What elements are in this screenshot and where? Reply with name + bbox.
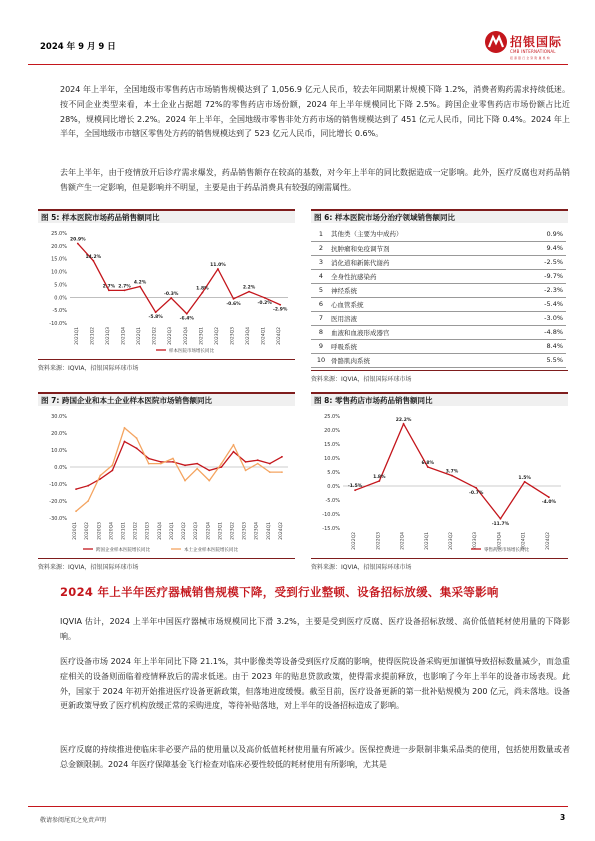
y-tick-label: 15.0% <box>324 442 340 448</box>
data-label: -0.2% <box>257 300 272 306</box>
data-point <box>99 475 101 477</box>
data-label: 4.2% <box>133 280 147 286</box>
therapy-area: 抗肿瘤和免疫调节剂 <box>331 241 516 255</box>
series-line <box>76 442 282 490</box>
paragraph-retail-market: 2024 年上半年，全国地级市零售药店市场销售规模达到了 1,056.9 亿元人民币，较去年同期累计规模下降 1.2%，消费者购药需求持续低迷。按不同企业类型来看，本土企业占据超 72%的零售药店市场份额，2024 年上半年规模同比下降 2.5%。跨国企业零售药店市场份额占比近 28%，规模同比增长 2.2%。2024 年上半年，全国地级市零售非处方药市场的销售规模达到了 451 亿元人民币，同比下降 0.4%。2024 年上半年，全国地级市市辖区零售处方药的销售规模达到了 523 亿元人民币，同比增长 0.6%。 <box>60 85 570 139</box>
data-point <box>233 444 235 446</box>
data-point <box>269 463 271 465</box>
x-tick-label: 2022Q2 <box>152 327 158 345</box>
legend-label: 零售药店市场增长同比 <box>484 547 529 553</box>
data-point <box>124 441 126 443</box>
page-number: 3 <box>560 813 566 822</box>
x-tick-label: 2023Q3 <box>473 532 479 550</box>
data-label: 2.7% <box>102 284 116 290</box>
data-point <box>245 461 247 463</box>
y-tick-label: 5.0% <box>327 470 340 476</box>
footer-divider <box>28 806 568 807</box>
data-point <box>170 297 172 299</box>
data-label: 2.7% <box>118 284 131 290</box>
x-tick-label: 2021Q4 <box>157 522 163 540</box>
data-label: 2.2% <box>242 285 256 291</box>
x-tick-label: 2022Q3 <box>168 327 174 345</box>
data-label: -0.3% <box>164 292 179 298</box>
data-point <box>281 456 283 458</box>
data-point <box>217 268 219 270</box>
data-point <box>208 470 210 472</box>
data-point <box>124 427 126 429</box>
brand-name: 招银国际 <box>510 35 563 49</box>
x-tick-label: 2022Q2 <box>352 532 358 550</box>
yoy-value: 8.4% <box>516 339 566 353</box>
y-tick-label: -10.0% <box>322 512 340 518</box>
cmb-logo-icon <box>484 30 508 54</box>
data-point <box>245 470 247 472</box>
data-point <box>427 466 429 468</box>
data-point <box>136 447 138 449</box>
data-label: -6.4% <box>179 316 194 322</box>
x-tick-label: 2024Q1 <box>261 327 267 345</box>
data-point <box>172 461 174 463</box>
data-point <box>257 463 259 465</box>
paragraph-anticorruption: 医疗反腐的持续推进使临床非必要产品的使用量以及高价低值耗材使用量有所减少。医保控费进一步限制非集采品类的使用，包括使用数量或者总金额限制。2024 年医疗保障基金飞行检查对临床必要性较低的耗材使用有所影响，尤其是 <box>60 745 570 769</box>
x-tick-label: 2023Q2 <box>214 327 220 345</box>
data-point <box>281 471 283 473</box>
data-label: -0.7% <box>469 490 484 496</box>
x-tick-label: 2021Q2 <box>133 522 139 540</box>
row-number: 5 <box>311 283 331 297</box>
x-tick-label: 2021Q1 <box>121 522 127 540</box>
yoy-value: -2.5% <box>516 255 566 269</box>
source-divider <box>311 370 568 371</box>
data-point <box>92 260 94 262</box>
data-point <box>354 489 356 491</box>
source-divider <box>38 558 295 559</box>
x-tick-label: 2024Q1 <box>266 522 272 540</box>
therapy-area: 呼吸系统 <box>331 339 516 353</box>
data-point <box>220 466 222 468</box>
source-divider <box>38 359 295 360</box>
data-point <box>220 463 222 465</box>
data-point <box>87 500 89 502</box>
data-point <box>111 470 113 472</box>
x-tick-label: 2023Q1 <box>199 327 205 345</box>
therapy-area: 神经系统 <box>331 283 516 297</box>
row-number: 10 <box>311 353 331 367</box>
legend-label: 样本医院市场增长同比 <box>169 348 214 354</box>
y-tick-label: 30.0% <box>51 414 67 420</box>
data-label: 6.8% <box>421 460 435 466</box>
figure-title: 图 8: 零售药店市场药品销售额同比 <box>311 392 568 406</box>
x-tick-label: 2023Q2 <box>230 522 236 540</box>
data-label: -11.7% <box>491 521 510 527</box>
y-tick-label: 0.0% <box>54 295 67 302</box>
row-number: 2 <box>311 241 331 255</box>
data-point <box>184 480 186 482</box>
data-point <box>248 291 250 293</box>
figure-title: 图 5: 样本医院市场药品销售额同比 <box>38 209 295 223</box>
row-number: 7 <box>311 311 331 325</box>
y-tick-label: 20.0% <box>51 243 67 250</box>
x-tick-label: 2023Q3 <box>230 327 236 345</box>
x-tick-label: 2022Q1 <box>169 522 175 540</box>
figure-5 <box>38 209 295 372</box>
data-point <box>148 458 150 460</box>
x-tick-label: 2021Q3 <box>105 327 111 345</box>
row-number: 8 <box>311 325 331 339</box>
therapy-area: 医用溶液 <box>331 311 516 325</box>
data-point <box>186 313 188 315</box>
data-point <box>136 437 138 439</box>
y-tick-label: -10.0% <box>49 321 67 327</box>
yoy-value: 0.9% <box>516 227 566 241</box>
x-tick-label: 2024Q2 <box>278 522 284 540</box>
series-line <box>78 244 280 314</box>
figure-source: 资料来源：IQVIA，招银国际环球市场 <box>38 564 139 571</box>
table-row <box>311 255 566 269</box>
data-point <box>87 485 89 487</box>
source-divider <box>311 558 568 559</box>
figure-6 <box>311 209 568 383</box>
yoy-value: -2.3% <box>516 283 566 297</box>
chart-mnc-vs-local-yoy <box>38 406 295 554</box>
data-point <box>269 471 271 473</box>
x-tick-label: 2022Q4 <box>400 532 406 550</box>
y-tick-label: 0.0% <box>327 484 340 490</box>
data-point <box>403 423 405 425</box>
y-tick-label: -30.0% <box>49 516 67 522</box>
data-point <box>233 298 235 300</box>
footer-disclaimer: 敬请参阅尾页之免责声明 <box>40 817 107 824</box>
x-tick-label: 2020Q2 <box>85 522 91 540</box>
data-label: 1.8% <box>196 286 209 292</box>
data-point <box>160 463 162 465</box>
x-tick-label: 2023Q3 <box>242 522 248 540</box>
yoy-value: -5.4% <box>516 297 566 311</box>
x-tick-label: 2022Q3 <box>376 532 382 550</box>
data-point <box>500 518 502 520</box>
data-label: 20.9% <box>69 237 86 243</box>
figure-source: 资料来源：IQVIA，招银国际环球市场 <box>311 564 412 571</box>
y-tick-label: -15.0% <box>322 526 340 532</box>
yoy-value: -4.8% <box>516 325 566 339</box>
report-date: 2024 年 9 月 9 日 <box>40 42 116 52</box>
data-point <box>279 304 281 306</box>
chart-hospital-sales-yoy <box>38 223 295 355</box>
table-row <box>311 297 566 311</box>
data-point <box>77 243 79 245</box>
data-point <box>548 496 550 498</box>
data-point <box>208 480 210 482</box>
section-heading: 2024 年上半年医疗器械销售规模下降，受到行业整顿、设备招标放缓、集采等影响 <box>60 585 499 599</box>
data-point <box>111 464 113 466</box>
x-tick-label: 2023Q4 <box>246 327 252 345</box>
table-row <box>311 283 566 297</box>
x-tick-label: 2021Q1 <box>74 327 80 345</box>
data-label: -4.0% <box>541 500 557 506</box>
data-label: 1.8% <box>373 474 386 480</box>
data-label: -5.8% <box>148 315 163 321</box>
data-point <box>160 461 162 463</box>
x-tick-label: 2021Q3 <box>145 522 151 540</box>
table-row <box>311 353 566 367</box>
x-tick-label: 2020Q3 <box>97 522 103 540</box>
series-line <box>76 428 282 511</box>
figure-title: 图 7: 跨国企业和本土企业样本医院市场销售额同比 <box>38 392 295 406</box>
y-tick-label: 10.0% <box>51 448 67 454</box>
row-number: 9 <box>311 339 331 353</box>
x-tick-label: 2023Q1 <box>424 532 430 550</box>
data-label: -1.5% <box>347 484 363 490</box>
data-point <box>155 311 157 313</box>
data-label: -0.6% <box>226 301 241 307</box>
brand-name-en: CMB INTERNATIONAL <box>510 49 556 54</box>
paragraph-equipment: 医疗设备市场 2024 年上半年同比下降 21.1%，其中影像类等设备受到医疗反腐的影响，使得医院设备采购更加谨慎导致招标数量减少，而急重症相关的设备则面临着疫情释放后的需求低迷。由于 2023 年的贴息贷款政策，使得需求提前释放，也影响了今年上半年的设备市场表现。此外，国家于 2024 年初开始推进医疗设备更新政策，但落地进度缓慢。截至目前，医疗设备更新的第一批补贴规模为 200 亿元，尚未落地。设备更新政策导致了医疗机构放缓正常的采购进度，等待补贴落地，对上半年的设备招标造成了影响。 <box>60 657 570 711</box>
y-tick-label: -5.0% <box>52 308 67 315</box>
x-tick-label: 2020Q4 <box>109 522 115 540</box>
x-tick-label: 2021Q4 <box>121 327 127 345</box>
data-point <box>196 463 198 465</box>
row-number: 4 <box>311 269 331 283</box>
x-tick-label: 2023Q4 <box>497 532 503 550</box>
x-tick-label: 2022Q2 <box>182 522 188 540</box>
therapy-area: 其他类（主要为中成药） <box>331 227 516 241</box>
data-label: -2.9% <box>273 307 288 313</box>
data-point <box>264 297 266 299</box>
figure-title: 图 6: 样本医院市场分治疗领域销售额同比 <box>311 209 568 223</box>
data-point <box>108 289 110 291</box>
table-row <box>311 325 566 339</box>
figure-8 <box>311 392 568 571</box>
legend-label: 跨国企业样本医院增长同比 <box>96 547 150 553</box>
x-tick-label: 2024Q2 <box>277 327 283 345</box>
data-label: 11.0% <box>210 263 226 268</box>
x-tick-label: 2023Q1 <box>218 522 224 540</box>
row-number: 3 <box>311 255 331 269</box>
data-point <box>139 286 141 288</box>
yoy-value: 5.5% <box>516 353 566 367</box>
data-point <box>378 480 380 482</box>
data-point <box>196 468 198 470</box>
y-tick-label: 10.0% <box>51 269 67 276</box>
x-tick-label: 2022Q4 <box>206 522 212 540</box>
y-tick-label: 25.0% <box>324 414 340 420</box>
x-tick-label: 2023Q2 <box>449 532 454 550</box>
therapy-area: 血液和血液形成器官 <box>331 325 516 339</box>
x-tick-label: 2022Q3 <box>194 522 200 540</box>
table-row <box>311 269 566 283</box>
row-number: 6 <box>311 297 331 311</box>
x-tick-label: 2024Q1 <box>521 532 527 550</box>
data-point <box>524 481 526 483</box>
therapy-area-table <box>311 227 566 368</box>
data-point <box>148 463 150 465</box>
therapy-area: 心血管系统 <box>331 297 516 311</box>
data-point <box>75 510 77 512</box>
x-tick-label: 2023Q4 <box>254 522 260 540</box>
legend-label: 本土企业样本医院增长同比 <box>184 547 238 553</box>
y-tick-label: -10.0% <box>49 482 67 488</box>
paragraph-device-market: IQVIA 估计，2024 上半年中国医疗器械市场规模同比下滑 3.2%，主要是受到医疗反腐、医疗设备招标放缓、高价低值耗材使用量的下降影响。 <box>60 617 570 641</box>
figure-source: 资料来源：IQVIA，招银国际环球市场 <box>38 365 139 372</box>
yoy-value: 9.4% <box>516 241 566 255</box>
row-number: 1 <box>311 227 331 241</box>
data-label: 14.2% <box>85 254 102 260</box>
data-point <box>475 487 477 489</box>
figure-7 <box>38 392 295 571</box>
y-tick-label: 25.0% <box>51 231 67 237</box>
data-label: 22.2% <box>395 417 412 423</box>
x-tick-label: 2024Q2 <box>545 532 551 550</box>
data-point <box>233 451 235 453</box>
table-row <box>311 311 566 325</box>
y-tick-label: 20.0% <box>51 431 67 437</box>
header-divider <box>28 64 568 65</box>
table-row <box>311 241 566 255</box>
brand-tagline: 招 商 银 行 全 资 附 属 机 构 <box>510 56 550 60</box>
figure-source: 资料来源：IQVIA，招银国际环球市场 <box>311 375 412 383</box>
data-point <box>257 459 259 461</box>
data-label: 1.5% <box>518 475 531 481</box>
paragraph-base-effect: 去年上半年，由于疫情放开后诊疗需求爆发，药品销售额存在较高的基数，对今年上半年的同比数据造成一定影响。此外，医疗反腐也对药品销售额产生一定影响，但是影响并不明显，主要是由于药品消费具有较强的刚需属性。 <box>60 168 570 192</box>
x-tick-label: 2020Q1 <box>73 522 79 540</box>
data-point <box>124 289 126 291</box>
table-row <box>311 339 566 353</box>
y-tick-label: -20.0% <box>49 499 67 505</box>
data-point <box>75 488 77 490</box>
x-tick-label: 2022Q1 <box>137 327 143 345</box>
therapy-area: 全身性抗感染药 <box>331 269 516 283</box>
x-tick-label: 2021Q2 <box>90 327 96 345</box>
yoy-value: -3.0% <box>516 311 566 325</box>
y-tick-label: -5.0% <box>325 498 340 504</box>
y-tick-label: 5.0% <box>54 282 67 289</box>
data-point <box>172 458 174 460</box>
table-row <box>311 227 566 241</box>
y-tick-label: 20.0% <box>324 428 340 434</box>
x-tick-label: 2022Q4 <box>183 327 189 345</box>
data-point <box>201 292 203 294</box>
y-tick-label: 10.0% <box>324 456 340 462</box>
therapy-area: 骨骼肌肉系统 <box>331 353 516 367</box>
data-point <box>184 464 186 466</box>
y-tick-label: 0.0% <box>54 465 67 471</box>
data-point <box>451 475 453 477</box>
therapy-area: 消化道和新陈代谢药 <box>331 255 516 269</box>
y-tick-label: 15.0% <box>51 256 67 263</box>
yoy-value: -9.7% <box>516 269 566 283</box>
data-label: 3.7% <box>445 469 459 475</box>
chart-retail-pharmacy-yoy <box>311 406 568 554</box>
